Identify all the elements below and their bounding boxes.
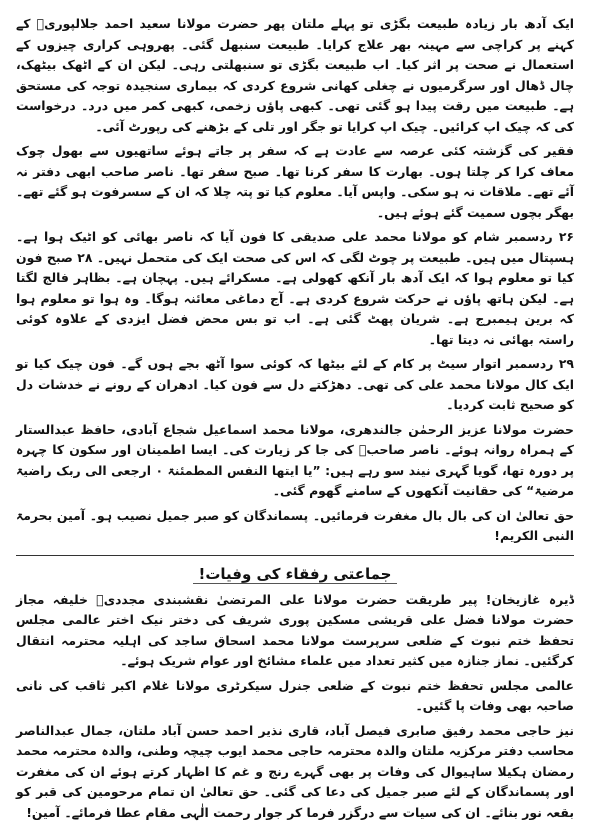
section-divider	[16, 555, 574, 556]
paragraph: ڈیرہ غازیخان! پیر طریقت حضرت مولانا علی المرتضیٰ نقشبندی مجددیؒ خلیفہ مجاز حضرت مولانا فضل علی قریشی مسکین پوری شریف کی دختر نیک اختر عالمی مجلس تحفظ ختم نبوت کے ضلعی سرپرست مولانا محمد اسحاق ساجد کی اہلیہ محترمہ انتقال کرگئیں۔ نماز جنازہ میں کثیر تعداد میں علماء مشائخ اور عوام شریک ہوئے۔	[16, 590, 574, 672]
paragraph: ایک آدھ بار زیادہ طبیعت بگڑی تو پہلے ملتان پھر حضرت مولانا سعید احمد جلالپوریؒ کے کہنے پر کراچی سے مہینہ بھر علاج کرایا۔ طبیعت سنبھل گئی۔ پھروہی کراری چیزوں کے استعمال نے صحت پر اثر کیا۔ اب طبیعت بگڑی تو سنبھلتی رہی۔ لیکن ان کے اٹھک بیٹھک، چال ڈھال اور سرگرمیوں نے چغلی کھانی شروع کردی کہ بیماری سنجیدہ توجہ کی مستحق ہے۔ طبیعت میں رقت پیدا ہو گئی تھی۔ کبھی پاؤں زخمی، کبھی کمر میں درد۔ درخواست کی کہ چیک اپ کرائیں۔ چیک اپ کرایا تو جگر اور تلی کے بڑھنے کی رپورٹ آئی۔	[16, 14, 574, 137]
paragraph: عالمی مجلس تحفظ ختم نبوت کے ضلعی جنرل سیکرٹری مولانا غلام اکبر ثاقب کی نانی صاحبہ بھی وفات پا گئیں۔	[16, 676, 574, 717]
section-title	[16, 562, 574, 586]
paragraph: ۲۶ ردسمبر شام کو مولانا محمد علی صدیقی کا فون آیا کہ ناصر بھائی کو اٹیک ہوا ہے۔ ہسپتال میں ہیں۔ طبیعت پر چوٹ لگی کہ اس کی صحت ایک کی متحمل نہیں۔ ۲۸ صبح فون کیا تو معلوم ہوا کہ ایک آدھ بار آنکھ کھولی ہے۔ مسکرائے ہیں۔ پہچان ہے۔ بظاہر فالج لگتا ہے۔ لیکن ہاتھ پاؤں نے حرکت شروع کردی ہے۔ آج دماغی معائنہ ہوگا۔ وہ ہوا تو معلوم ہوا کہ برین ہیمبرج ہے۔ شریان پھٹ گئی ہے۔ اب تو بس محض فضل ایزدی کے علاوہ کوئی راستہ بھائی نہ دیتا تھا۔	[16, 227, 574, 350]
obituaries-section	[16, 562, 574, 823]
paragraph: فقیر کی گزشتہ کئی عرصہ سے عادت ہے کہ سفر پر جاتے ہوئے ساتھیوں سے بھول چوک معاف کرا کر چلتا ہوں۔ بھارت کا سفر کرنا تھا۔ صبح سفر تھا۔ ناصر صاحب ابھی دفتر نہ آئے تھے۔ ملاقات نہ ہو سکی۔ واپس آیا۔ معلوم کیا تو پتہ چلا کہ ان کے سسرفوت ہو گئے تھے۔ بھگر بچوں سمیت گئے ہوئے ہیں۔	[16, 141, 574, 223]
top-article	[16, 14, 574, 547]
paragraph: حضرت مولانا عزیز الرحمٰن جالندھری، مولانا محمد اسماعیل شجاع آبادی، حافظ عبدالستار کے ہمراہ روانہ ہوئے۔ ناصر صاحبؒ کی جا کر زیارت کی۔ ایسا اطمینان اور سکون کا چہرہ پر دورہ تھا، گویا گہری نیند سو رہے ہیں: ”یا ایتھا النفس المطمئنۃ ۰ ارجعی الی ربک راضیۃ مرضیۃ“ کی حقانیت آنکھوں کے سامنے گھوم گئی۔	[16, 420, 574, 502]
paragraph: نیز حاجی محمد رفیق صابری فیصل آباد، قاری نذیر احمد حسن آباد ملتان، جمال عبدالناصر محاسب دفتر مرکزیہ ملتان والدہ محترمہ حاجی محمد ایوب چیچہ وطنی، والدہ محترمہ محمد رمضان ہکیلا ساہیوال کی وفات پر بھی گہرے رنج و غم کا اظہار کرتے ہوئے ان کی مغفرت اور پسماندگان کے لئے صبر جمیل کی دعا کی گئی۔ حق تعالیٰ ان تمام مرحومین کی قبر کو بقعہ نور بنائے۔ ان کی سیات سے درگزر فرما کر جوار رحمت الٰہی مقام عطا فرمائے۔ آمین!	[16, 721, 574, 823]
paragraph: حق تعالیٰ ان کی بال بال مغفرت فرمائیں۔ پسماندگان کو صبر جمیل نصیب ہو۔ آمین بحرمۃ النبی الکریم!	[16, 506, 574, 547]
section-title-text: جماعتی رفقاء کی وفیات!	[193, 565, 398, 584]
paragraph: ۲۹ ردسمبر اتوار سیٹ پر کام کے لئے بیٹھا کہ کوئی سوا آٹھ بجے ہوں گے۔ فون چیک کیا تو ایک کال مولانا محمد علی کی تھی۔ دھڑکتے دل سے فون کیا۔ ادھران کے رونے نے خدشات دل کو صحیح ثابت کردیا۔	[16, 354, 574, 416]
